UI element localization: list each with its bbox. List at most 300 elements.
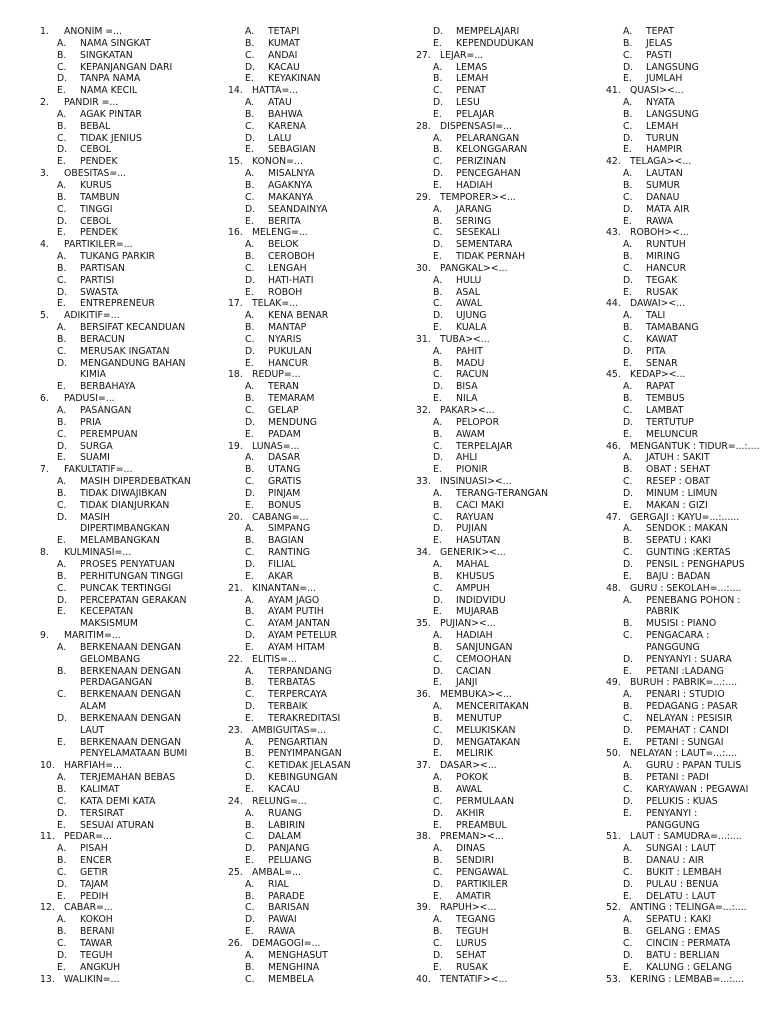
option-row	[416, 606, 608, 618]
option-row	[228, 97, 416, 109]
option-letter: E.	[433, 748, 442, 760]
option-text: TETAPI	[268, 26, 300, 37]
question-row	[228, 583, 416, 595]
option-letter: C.	[245, 689, 255, 701]
question-text: PANDIR =...	[64, 97, 119, 109]
question-row	[40, 547, 228, 559]
option-text: PUJIAN	[456, 523, 488, 535]
question-row	[228, 796, 416, 808]
option-letter: A.	[433, 345, 443, 357]
question-row	[606, 85, 768, 97]
option-letter: A.	[433, 203, 443, 215]
option-text: KEPENDUDUKAN	[456, 37, 534, 49]
option-row	[416, 310, 608, 322]
question-text: TENTATIF><...	[440, 973, 508, 985]
option-letter: B.	[57, 416, 67, 428]
option-row	[606, 701, 768, 713]
question-text: GENERIK><...	[440, 547, 506, 559]
option-row	[228, 500, 416, 512]
option-text: TAJAM	[80, 878, 109, 890]
option-text: PENGACARA :	[646, 630, 710, 642]
option-letter: C.	[245, 120, 255, 132]
option-row	[228, 831, 416, 843]
option-row	[40, 512, 228, 524]
option-row	[228, 748, 416, 760]
option-row	[228, 73, 416, 85]
option-row	[606, 346, 768, 358]
question-number: 11.	[40, 831, 55, 843]
option-letter: D.	[623, 878, 634, 890]
option-row	[416, 583, 608, 595]
question-row	[228, 938, 416, 950]
option-text: KARYAWAN : PEGAWAI	[646, 784, 749, 795]
option-letter: E.	[57, 606, 66, 618]
option-row	[228, 914, 416, 926]
option-letter: B.	[623, 108, 633, 120]
option-row	[416, 488, 608, 500]
option-letter: A.	[433, 701, 443, 713]
option-continuation-row	[40, 654, 228, 666]
option-letter: E.	[433, 961, 442, 973]
question-number: 49.	[606, 677, 621, 689]
option-letter: D.	[245, 630, 256, 642]
question-row	[40, 26, 228, 38]
option-letter: A.	[623, 168, 633, 180]
option-text: TERAN	[268, 381, 299, 393]
option-row	[416, 417, 608, 429]
option-text: SEMENTARA	[456, 239, 513, 251]
option-text: LAMBAT	[646, 405, 684, 416]
option-letter: D.	[245, 701, 256, 713]
question-text: OBESITAS=...	[64, 168, 127, 180]
option-text: PADAM	[268, 428, 301, 440]
option-row	[416, 298, 608, 310]
question-row	[606, 298, 768, 310]
option-text: MASIH DIPERDEBATKAN	[80, 476, 191, 488]
option-text: BERACUN	[80, 333, 125, 345]
option-letter: B.	[57, 49, 67, 61]
option-text: ANDAI	[268, 49, 298, 61]
option-row	[40, 204, 228, 216]
option-text: JATUH : SAKIT	[646, 452, 710, 464]
option-row	[228, 62, 416, 74]
option-row	[228, 275, 416, 287]
question-number: 30.	[416, 262, 431, 274]
option-text: TERPANDANG	[268, 665, 332, 677]
option-row	[228, 109, 416, 121]
option-letter: B.	[433, 357, 443, 369]
question-number: 6.	[40, 393, 49, 405]
option-row	[40, 192, 228, 204]
option-letter: A.	[433, 132, 443, 144]
option-row	[40, 606, 228, 618]
question-text: LAUT : SAMUDRA=...:....	[630, 831, 742, 843]
option-letter: D.	[245, 558, 256, 570]
option-text: PISAH	[80, 843, 108, 855]
option-row	[416, 275, 608, 287]
option-row	[228, 606, 416, 618]
question-number: 18.	[228, 369, 243, 381]
option-letter: A.	[245, 452, 255, 464]
option-letter: A.	[57, 179, 67, 191]
question-row	[606, 677, 768, 689]
option-text: RESEP : OBAT	[646, 476, 710, 488]
option-text: MELUNCUR	[646, 428, 699, 440]
option-text: CEBOL	[80, 144, 112, 156]
option-letter: E.	[433, 819, 442, 831]
option-row	[416, 393, 608, 405]
option-row	[40, 583, 228, 595]
option-text: LALU	[268, 132, 292, 144]
option-text: BAJU : BADAN	[646, 570, 711, 582]
option-letter: D.	[433, 97, 444, 109]
option-row	[40, 926, 228, 938]
question-text: TEMPORER><...	[440, 191, 516, 203]
option-letter: E.	[245, 712, 254, 724]
option-text: TUKANG PARKIR	[80, 251, 156, 263]
option-text: SEANDAINYA	[268, 203, 328, 215]
option-letter: C.	[623, 866, 633, 878]
question-number: 53.	[606, 973, 621, 985]
option-row	[606, 263, 768, 275]
question-number: 15.	[228, 156, 243, 168]
option-text: TEPAT	[646, 26, 674, 37]
option-letter: E.	[57, 85, 66, 97]
option-letter: A.	[57, 641, 67, 653]
option-text: PARTIKILER	[456, 878, 508, 890]
option-text: KALIMAT	[80, 784, 120, 795]
option-text: MINUM : LIMUN	[646, 487, 718, 499]
option-row	[228, 251, 416, 263]
option-letter: C.	[433, 440, 443, 452]
question-number: 2.	[40, 97, 49, 109]
option-text: BERBAHAYA	[80, 381, 136, 393]
question-row	[228, 512, 416, 524]
option-letter: D.	[623, 724, 634, 736]
question-number: 51.	[606, 831, 621, 843]
question-row	[416, 263, 608, 275]
option-text: NAMA KECIL	[80, 85, 138, 97]
option-row	[416, 879, 608, 891]
option-row	[606, 287, 768, 299]
option-row	[416, 855, 608, 867]
option-letter: B.	[433, 428, 443, 440]
option-row	[40, 488, 228, 500]
option-letter: E.	[245, 784, 254, 795]
option-row	[40, 429, 228, 441]
option-row	[40, 879, 228, 891]
option-text: PELOPOR	[456, 416, 500, 428]
question-row	[416, 618, 608, 630]
option-letter: B.	[623, 322, 633, 334]
question-text: ANONIM =...	[64, 26, 122, 37]
option-text: AYAM JAGO	[268, 594, 320, 606]
option-text: ENTREPRENEUR	[80, 298, 155, 310]
option-text: KEBINGUNGAN	[268, 772, 338, 784]
option-letter: D.	[623, 61, 634, 73]
option-letter: D.	[623, 795, 634, 807]
option-letter: B.	[433, 286, 443, 298]
option-row	[416, 251, 608, 263]
option-text: AYAM JANTAN	[268, 618, 331, 630]
option-row	[228, 559, 416, 571]
question-number: 4.	[40, 239, 49, 251]
question-row	[416, 831, 608, 843]
option-row	[40, 796, 228, 808]
option-text: RIAL	[268, 878, 289, 890]
option-letter: A.	[245, 168, 255, 180]
option-text: PEDIH	[80, 890, 109, 902]
option-text: MELIRIK	[456, 748, 494, 760]
option-letter: E.	[245, 855, 254, 867]
option-continuation-row	[40, 677, 228, 689]
option-continuation-text: PERDAGANGAN	[80, 677, 153, 689]
option-row	[606, 133, 768, 145]
option-text: BATU : BERLIAN	[646, 949, 720, 961]
option-letter: B.	[57, 262, 67, 274]
option-text: SUAMI	[80, 452, 110, 464]
option-row	[416, 891, 608, 903]
question-text: GURU : SEKOLAH=...:....	[630, 582, 742, 594]
option-text: SENDOK : MAKAN	[646, 523, 728, 535]
option-row	[606, 595, 768, 607]
option-letter: E.	[623, 215, 632, 227]
option-row	[606, 464, 768, 476]
option-text: KAWAT	[646, 333, 678, 345]
option-row	[606, 666, 768, 678]
option-row	[228, 133, 416, 145]
question-row	[40, 831, 228, 843]
option-text: SWASTA	[80, 286, 119, 298]
option-row	[416, 452, 608, 464]
option-row	[416, 216, 608, 228]
option-row	[40, 476, 228, 488]
option-letter: C.	[623, 120, 633, 132]
question-number: 24.	[228, 795, 243, 807]
option-letter: B.	[623, 37, 633, 49]
option-letter: A.	[57, 108, 67, 120]
option-letter: B.	[623, 926, 633, 938]
question-row	[606, 227, 768, 239]
question-text: LEJAR=...	[440, 49, 484, 61]
option-row	[40, 642, 228, 654]
question-row	[40, 310, 228, 322]
option-text: LEMAS	[456, 61, 488, 73]
option-text: TERAKREDITASI	[268, 712, 341, 724]
option-row	[228, 974, 416, 986]
question-row	[416, 902, 608, 914]
option-letter: E.	[57, 452, 66, 464]
option-text: PASTI	[646, 49, 672, 61]
option-letter: B.	[245, 322, 255, 334]
option-row	[40, 891, 228, 903]
option-row	[228, 926, 416, 938]
option-row	[606, 322, 768, 334]
option-text: PIONIR	[456, 464, 488, 476]
question-number: 16.	[228, 227, 243, 239]
option-letter: D.	[57, 807, 68, 819]
option-row	[416, 784, 608, 796]
option-letter: A.	[433, 558, 443, 570]
option-row	[228, 429, 416, 441]
option-text: ATAU	[268, 97, 292, 109]
option-row	[228, 26, 416, 38]
option-row	[40, 287, 228, 299]
option-row	[416, 630, 608, 642]
option-row	[228, 168, 416, 180]
option-row	[416, 571, 608, 583]
option-text: PAWAI	[268, 914, 297, 926]
option-row	[416, 180, 608, 192]
option-text: PEMAHAT : CANDI	[646, 724, 729, 736]
option-row	[40, 737, 228, 749]
option-text: MAKANYA	[268, 191, 313, 203]
option-letter: A.	[433, 416, 443, 428]
option-text: GRATIS	[268, 476, 302, 488]
option-continuation-row	[40, 369, 228, 381]
option-text: RUNTUH	[646, 239, 686, 251]
option-continuation-text: PABRIK	[646, 606, 680, 618]
question-row	[416, 476, 608, 488]
option-row	[606, 192, 768, 204]
option-letter: B.	[245, 251, 255, 263]
option-letter: D.	[433, 239, 444, 251]
question-text: ELITIS=...	[252, 653, 297, 665]
option-row	[416, 642, 608, 654]
option-row	[416, 772, 608, 784]
option-row	[606, 417, 768, 429]
option-text: TERSIRAT	[80, 807, 125, 819]
option-text: MASIH	[80, 511, 111, 523]
option-row	[606, 488, 768, 500]
option-row	[606, 500, 768, 512]
option-text: DALAM	[268, 831, 302, 843]
option-letter: E.	[433, 179, 442, 191]
option-row	[416, 677, 608, 689]
option-continuation-row	[606, 642, 768, 654]
option-text: TIDAK JENIUS	[80, 132, 142, 144]
question-number: 20.	[228, 511, 243, 523]
option-letter: E.	[433, 677, 442, 689]
option-row	[228, 263, 416, 275]
question-text: NELAYAN : LAUT=...:....	[630, 748, 738, 760]
option-row	[228, 216, 416, 228]
option-row	[606, 689, 768, 701]
option-row	[40, 133, 228, 145]
option-letter: B.	[245, 464, 255, 476]
question-row	[416, 405, 608, 417]
option-text: KATA DEMI KATA	[80, 795, 156, 807]
question-text: FAKULTATIF=...	[64, 464, 133, 476]
option-text: AYAM PUTIH	[268, 606, 324, 618]
option-row	[228, 346, 416, 358]
option-row	[228, 488, 416, 500]
option-text: ENCER	[80, 855, 112, 867]
option-row	[606, 180, 768, 192]
question-number: 23.	[228, 724, 243, 736]
option-letter: C.	[623, 49, 633, 61]
option-letter: E.	[57, 890, 66, 902]
option-text: KOKOH	[80, 914, 113, 926]
option-row	[40, 109, 228, 121]
option-letter: E.	[433, 37, 442, 49]
option-text: KUMAT	[268, 37, 300, 49]
option-row	[228, 713, 416, 725]
option-letter: C.	[245, 49, 255, 61]
option-text: ASAL	[456, 286, 480, 298]
question-row	[606, 831, 768, 843]
option-row	[416, 737, 608, 749]
option-letter: E.	[623, 428, 632, 440]
question-row	[416, 50, 608, 62]
option-text: GUNTING :KERTAS	[646, 547, 731, 559]
option-row	[228, 962, 416, 974]
question-row	[228, 441, 416, 453]
option-letter: E.	[245, 499, 254, 511]
option-row	[228, 50, 416, 62]
option-text: OBAT : SEHAT	[646, 464, 711, 476]
option-row	[606, 204, 768, 216]
option-row	[416, 85, 608, 97]
option-text: MEMBELA	[268, 973, 314, 985]
option-letter: A.	[245, 807, 255, 819]
option-text: NELAYAN : PESISIR	[646, 712, 733, 724]
option-text: UTANG	[268, 464, 301, 476]
option-letter: D.	[433, 523, 444, 535]
option-text: SANJUNGAN	[456, 641, 513, 653]
option-continuation-row	[606, 820, 768, 832]
question-number: 42.	[606, 156, 621, 168]
question-text: AMBIGUITAS=...	[252, 724, 327, 736]
option-continuation-text: GELOMBANG	[80, 653, 141, 665]
option-text: PELUANG	[268, 855, 312, 867]
question-number: 35.	[416, 618, 431, 630]
option-letter: D.	[623, 653, 634, 665]
option-text: BERANI	[80, 926, 115, 938]
option-text: PINJAM	[268, 487, 301, 499]
option-text: MUJARAB	[456, 606, 499, 618]
option-row	[228, 784, 416, 796]
option-row	[228, 571, 416, 583]
option-row	[40, 843, 228, 855]
option-row	[416, 38, 608, 50]
option-letter: C.	[433, 653, 443, 665]
question-text: PARTIKILER=...	[64, 239, 133, 251]
option-text: PASANGAN	[80, 405, 132, 416]
option-row	[606, 121, 768, 133]
question-text: TELAGA><...	[630, 156, 692, 168]
question-text: PREMAN><...	[440, 831, 504, 843]
option-text: KHUSUS	[456, 570, 495, 582]
option-row	[606, 796, 768, 808]
option-row	[40, 784, 228, 796]
option-letter: D.	[623, 416, 634, 428]
option-row	[416, 62, 608, 74]
option-text: HATI-HATI	[268, 274, 314, 286]
option-letter: A.	[57, 558, 67, 570]
option-text: KURUS	[80, 179, 112, 191]
option-row	[40, 914, 228, 926]
option-row	[606, 38, 768, 50]
option-letter: C.	[57, 274, 67, 286]
option-row	[606, 630, 768, 642]
option-row	[416, 73, 608, 85]
option-row	[40, 441, 228, 453]
option-continuation-text: KIMIA	[80, 369, 106, 381]
option-text: RACUN	[456, 369, 489, 381]
option-text: LEMAH	[456, 73, 489, 85]
option-letter: E.	[245, 144, 254, 156]
